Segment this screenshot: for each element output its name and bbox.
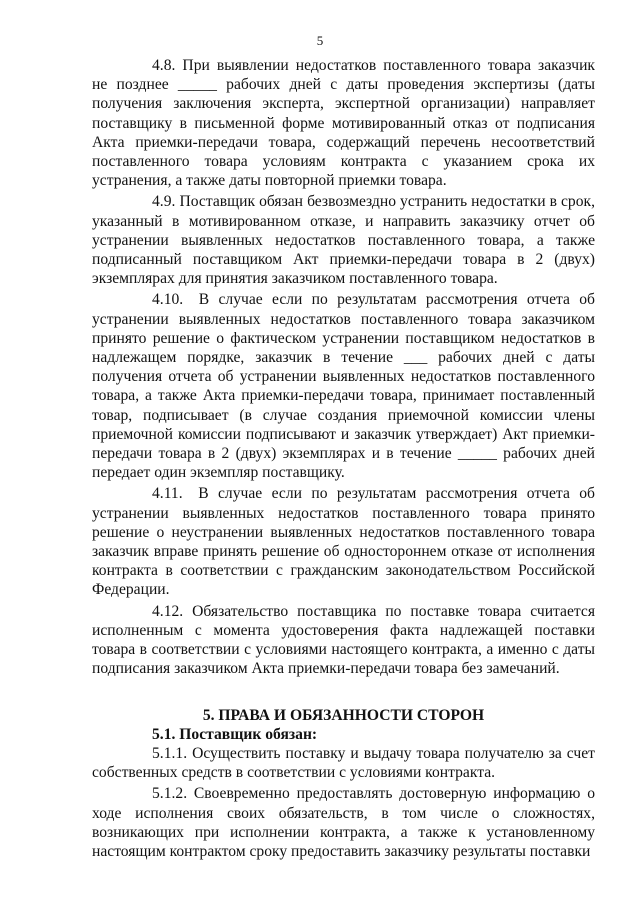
- clause-5-1-2: 5.1.2. Своевременно предоставлять достоверную информацию о ходе исполнения своих обязательств, в том числе о сложностях, возникающих при исполнении контракта, а также к установленному настоящим контрактом сроку предоставить заказчику результаты поставки: [92, 785, 595, 860]
- subsection-heading: 5.1. Поставщик обязан:: [152, 725, 318, 743]
- clause-5-1-1: 5.1.1. Осуществить поставку и выдачу товара получателю за счет собственных средств в соответствии с условиями контракта.: [92, 744, 595, 782]
- clause-4-10: 4.10. В случае если по результатам рассмотрения отчета об устранении выявленных недостатков поставленного товара заказчиком принято решение о фактическом устранении поставщиком недостатков в надлежащем порядке, заказчик в течение ___ рабочих дней с даты получения отчета об устранении выявленных недостатков поставленного товара, а также Акта приемки-передачи товара, принимает поставленный товар, подписывает (в случае создания приемочной комиссии члены приемочной комиссии подписывают и заказчик утверждает) Акт приемки-передачи товара в 2 (двух) экземплярах и в течение _____ рабочих дней передает один экземпляр поставщику.: [92, 291, 595, 482]
- clause-4-12: 4.12. Обязательство поставщика по поставке товара считается исполненным с момента удостоверения факта надлежащей поставки товара в соответствии с условиями настоящего контракта, а именно с даты подписания заказчиком Акта приемки-передачи товара без замечаний.: [92, 602, 595, 678]
- clause-4-8: 4.8. При выявлении недостатков поставленного товара заказчик не позднее _____ рабочих дней с даты проведения экспертизы (даты получения заключения эксперта, экспертной организации) направляет поставщику в письменной форме мотивированный отказ от подписания Акта приемки-передачи товара, содержащий перечень несоответствий поставленного товара условиям контракта с указанием срока их устранения, а также даты повторной приемки товара.: [92, 57, 595, 190]
- section-heading: 5. ПРАВА И ОБЯЗАННОСТИ СТОРОН: [202, 706, 485, 724]
- clause-4-11: 4.11. В случае если по результатам рассмотрения отчета об устранении выявленных недостатков поставленного товара принято решение о неустранении выявленных недостатков поставленного товара заказчик вправе принять решение об одностороннем отказе от исполнения контракта в соответствии с гражданским законодательством Российской Федерации.: [92, 485, 595, 599]
- page-number: 5: [316, 33, 324, 48]
- clause-4-9: 4.9. Поставщик обязан безвозмездно устранить недостатки в срок, указанный в мотивированном отказе, и направить заказчику отчет об устранении выявленных недостатков поставленного товара, а также подписанный поставщиком Акт приемки-передачи товара в 2 (двух) экземплярах для принятия заказчиком поставленного товара.: [92, 193, 595, 288]
- document-body: [92, 56, 595, 861]
